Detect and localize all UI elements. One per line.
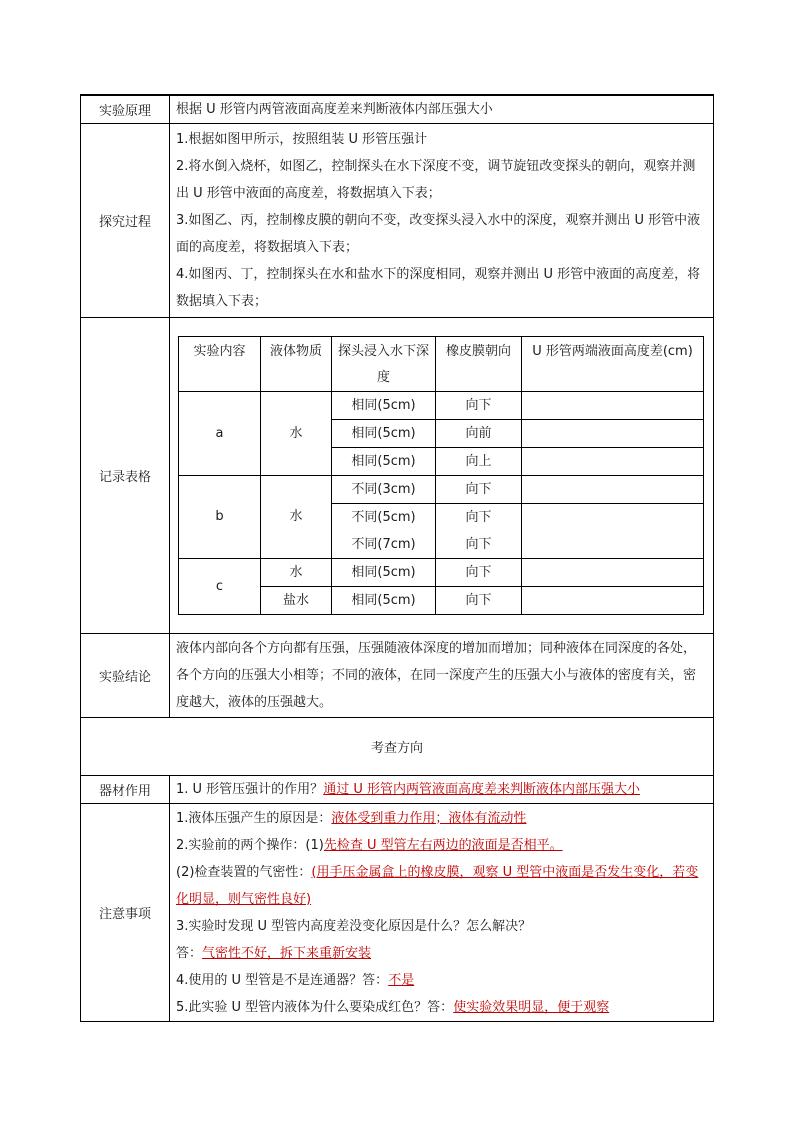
equipment-label: 器材作用 — [81, 776, 170, 804]
group-id: a — [179, 391, 261, 475]
note-question: 答： — [176, 945, 203, 961]
record-cell — [170, 318, 714, 634]
header-cell: 液体物质 — [261, 336, 332, 391]
depth-cell: 相同(5cm) — [332, 391, 436, 419]
note-question: 1.液体压强产生的原因是： — [176, 810, 332, 826]
liquid-cell: 水 — [261, 558, 332, 586]
height-diff-cell[interactable] — [522, 391, 704, 419]
note-question: 2.实验前的两个操作：(1) — [176, 837, 324, 853]
depth-cell: 不同(3cm) — [332, 475, 436, 503]
direction-cell: 向下 — [436, 391, 522, 419]
note-answer: 先检查 U 型管左右两边的液面是否相平。 — [323, 837, 563, 853]
note-answer: 不是 — [388, 972, 415, 988]
group-liquid: 水 — [261, 475, 332, 558]
note-answer: 气密性不好，拆下来重新安装 — [202, 945, 372, 961]
notes-label: 注意事项 — [81, 804, 170, 1022]
note-question: 4.使用的 U 型管是不是连通器？答： — [176, 972, 389, 988]
direction-cell: 向下 — [436, 558, 522, 586]
group-liquid: 水 — [261, 391, 332, 475]
note-question: (2)检查装置的气密性： — [176, 864, 312, 880]
depth-cell: 相同(5cm) — [332, 447, 436, 475]
height-diff-cell[interactable] — [522, 558, 704, 586]
direction-cell: 向下 — [436, 475, 522, 503]
note-line — [176, 940, 707, 967]
height-diff-cell[interactable] — [522, 419, 704, 447]
note-line — [176, 859, 707, 913]
note-answer: 液体受到重力作用；液体有流动性 — [331, 810, 527, 826]
record-table — [178, 336, 704, 615]
depth-cell: 相同(5cm) — [332, 419, 436, 447]
depth-cell: 相同(5cm) — [332, 586, 436, 614]
note-answer: 使实验效果明显，便于观察 — [453, 999, 610, 1015]
direction-cell: 向前 — [436, 419, 522, 447]
header-cell: 橡皮膜朝向 — [436, 336, 522, 391]
depth-cell: 不同(5cm) — [332, 503, 436, 531]
note-line — [176, 805, 707, 832]
process-steps — [170, 124, 714, 318]
equipment-question: 1. U 形管压强计的作用？ — [176, 782, 324, 797]
process-step: 4.如图丙、丁，控制探头在水和盐水下的深度相同，观察并测出 U 形管中液面的高度差，将数据填入下表； — [176, 267, 701, 309]
note-line — [176, 913, 707, 940]
process-step: 3.如图乙、丙，控制橡皮膜的朝向不变，改变探头浸入水中的深度，观察并测出 U 形管中液面的高度差，将数据填入下表； — [176, 213, 701, 255]
equipment-row — [170, 776, 714, 804]
height-diff-cell[interactable] — [522, 503, 704, 558]
depth-cell: 相同(5cm) — [332, 558, 436, 586]
height-diff-cell[interactable] — [522, 586, 704, 614]
direction-cell: 向下 — [436, 531, 522, 559]
process-step: 2.将水倒入烧杯，如图乙，控制探头在水下深度不变，调节旋钮改变探头的朝向，观察并测出 U 形管中液面的高度差，将数据填入下表； — [176, 159, 696, 201]
header-cell: 实验内容 — [179, 336, 261, 391]
process-label: 探究过程 — [81, 124, 170, 318]
process-step: 1.根据如图甲所示，按照组装 U 形管压强计 — [176, 132, 428, 147]
direction-cell: 向上 — [436, 447, 522, 475]
liquid-cell: 盐水 — [261, 586, 332, 614]
note-question: 3.实验时发现 U 型管内高度差没变化原因是什么？怎么解决？ — [176, 918, 532, 934]
height-diff-cell[interactable] — [522, 447, 704, 475]
note-line — [176, 832, 707, 859]
experiment-table — [80, 94, 714, 1022]
direction-cell: 向下 — [436, 503, 522, 531]
note-line — [176, 967, 707, 994]
note-answer: (用手压金属盒上的橡皮膜，观察 U 型管中液面是否发生变化，若变化明显，则气密性良好) — [176, 864, 699, 907]
group-id: b — [179, 475, 261, 558]
height-diff-cell[interactable] — [522, 475, 704, 503]
equipment-answer: 通过 U 形管内两管液面高度差来判断液体内部压强大小 — [323, 782, 640, 797]
exam-title: 考查方向 — [81, 718, 714, 776]
conclusion-text: 液体内部向各个方向都有压强，压强随液体深度的增加而增加；同种液体在同深度的各处，各个方向的压强大小相等；不同的液体，在同一深度产生的压强大小与液体的密度有关，密度越大，液体的压强越大。 — [170, 634, 714, 718]
depth-cell: 不同(7cm) — [332, 531, 436, 559]
note-question: 5.此实验 U 型管内液体为什么要染成红色？答： — [176, 999, 454, 1015]
conclusion-label: 实验结论 — [81, 634, 170, 718]
record-label: 记录表格 — [81, 318, 170, 634]
header-cell: 探头浸入水下深度 — [332, 336, 436, 391]
notes-content — [170, 804, 714, 1022]
note-line — [176, 994, 707, 1021]
direction-cell: 向下 — [436, 586, 522, 614]
principle-text: 根据 U 形管内两管液面高度差来判断液体内部压强大小 — [170, 95, 714, 124]
header-cell: U 形管两端液面高度差(cm) — [522, 336, 704, 391]
principle-label: 实验原理 — [81, 95, 170, 124]
group-id: c — [179, 558, 261, 614]
